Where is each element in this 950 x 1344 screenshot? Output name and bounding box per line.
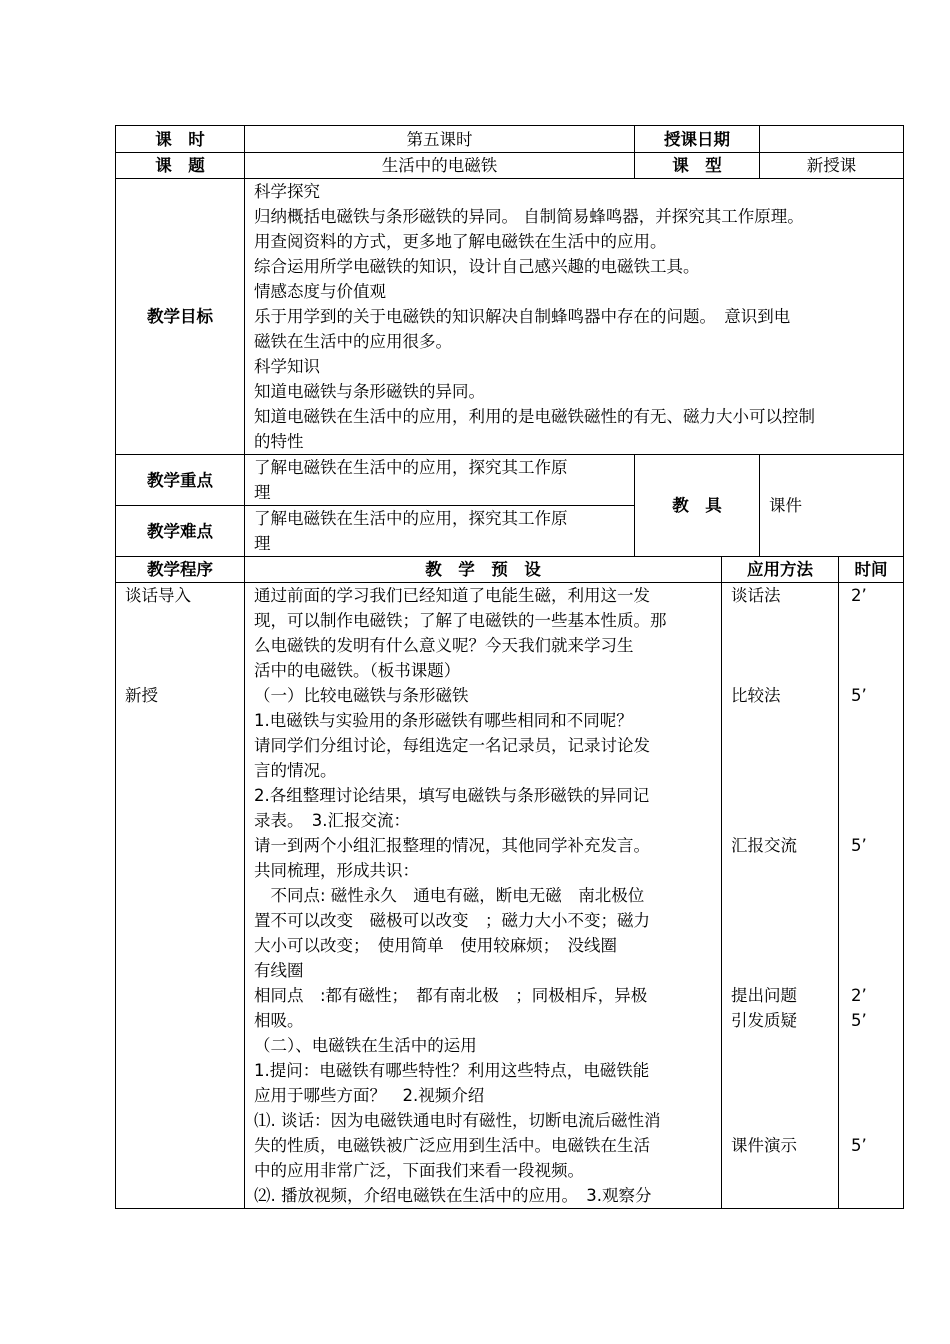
plan-line: 2.各组整理讨论结果，填写电磁铁与条形磁铁的异同记 — [254, 786, 650, 805]
stage-intro: 谈话导入 — [125, 586, 191, 605]
difficult-label: 教学难点 — [116, 506, 245, 557]
date-label: 授课日期 — [635, 126, 760, 153]
plan-line: ⑵. 播放视频，介绍电磁铁在生活中的应用。 3.观察分 — [254, 1186, 652, 1205]
plan-line: 中的应用非常广泛，下面我们来看一段视频。 — [254, 1161, 584, 1180]
plan-line: 失的性质，电磁铁被广泛应用到生活中。电磁铁在生活 — [254, 1136, 650, 1155]
plan-line: 活中的电磁铁。（板书课题） — [254, 661, 461, 680]
type-label: 课 型 — [635, 153, 760, 179]
method-talk: 谈话法 — [731, 586, 781, 605]
process-header-method: 应用方法 — [722, 557, 839, 583]
process-plan — [245, 583, 722, 1209]
process-stages — [116, 583, 245, 1209]
date-value — [760, 126, 904, 153]
key-line: 理 — [254, 483, 271, 502]
period-label: 课 时 — [116, 126, 245, 153]
plan-line: 言的情况。 — [254, 761, 337, 780]
plan-line: 1.提问：电磁铁有哪些特性？利用这些特点，电磁铁能 — [254, 1061, 650, 1080]
plan-line: 有线圈 — [254, 961, 304, 980]
goal-line: 综合运用所学电磁铁的知识，设计自己感兴趣的电磁铁工具。 — [254, 257, 700, 276]
plan-line: 通过前面的学习我们已经知道了电能生磁，利用这一发 — [254, 586, 650, 605]
goal-line: 的特性 — [254, 432, 304, 451]
goal-line: 乐于用学到的关于电磁铁的知识解决自制蜂鸣器中存在的问题。 意识到电 — [254, 307, 791, 326]
difficult-content — [245, 506, 635, 557]
stage-new: 新授 — [125, 686, 158, 705]
topic-label: 课 题 — [116, 153, 245, 179]
method-report: 汇报交流 — [731, 836, 797, 855]
lesson-plan-table — [115, 125, 904, 1209]
key-label: 教学重点 — [116, 455, 245, 506]
goal-line: 科学知识 — [254, 357, 320, 376]
plan-line: 相吸。 — [254, 1011, 304, 1030]
method-compare: 比较法 — [731, 686, 781, 705]
method-doubt: 引发质疑 — [731, 1011, 797, 1030]
type-value: 新授课 — [760, 153, 904, 179]
process-header-stage: 教学程序 — [116, 557, 245, 583]
process-header-time: 时间 — [839, 557, 904, 583]
key-line: 了解电磁铁在生活中的应用，探究其工作原 — [254, 458, 568, 477]
goal-line: 知道电磁铁在生活中的应用，利用的是电磁铁磁性的有无、磁力大小可以控制 — [254, 407, 815, 426]
goal-line: 科学探究 — [254, 182, 320, 201]
time-6: 5’ — [851, 1136, 867, 1155]
process-methods — [722, 583, 839, 1209]
goal-line: 知道电磁铁与条形磁铁的异同。 — [254, 382, 485, 401]
goal-line: 磁铁在生活中的应用很多。 — [254, 332, 452, 351]
difficult-line: 理 — [254, 534, 271, 553]
time-3: 5’ — [851, 836, 867, 855]
plan-line: 应用于哪些方面？ 2.视频介绍 — [254, 1086, 485, 1105]
plan-line: 请同学们分组讨论，每组选定一名记录员，记录讨论发 — [254, 736, 650, 755]
method-question: 提出问题 — [731, 986, 797, 1005]
goal-line: 情感态度与价值观 — [254, 282, 386, 301]
time-2: 5’ — [851, 686, 867, 705]
tools-label: 教 具 — [635, 455, 760, 557]
goals-label: 教学目标 — [116, 179, 245, 455]
time-1: 2’ — [851, 586, 867, 605]
tools-value: 课件 — [760, 455, 904, 557]
plan-line: 请一到两个小组汇报整理的情况，其他同学补充发言。 — [254, 836, 650, 855]
key-content — [245, 455, 635, 506]
process-header-plan: 教 学 预 设 — [245, 557, 722, 583]
plan-line: 大小可以改变； 使用简单 使用较麻烦； 没线圈 — [254, 936, 617, 955]
time-5: 5’ — [851, 1011, 867, 1030]
plan-line: （一）比较电磁铁与条形磁铁 — [254, 686, 469, 705]
plan-line: 不同点: 磁性永久 通电有磁，断电无磁 南北极位 — [254, 886, 645, 905]
topic-value: 生活中的电磁铁 — [245, 153, 635, 179]
goals-content — [245, 179, 904, 455]
plan-line: 共同梳理，形成共识： — [254, 861, 419, 880]
plan-line: （二）、电磁铁在生活中的运用 — [254, 1036, 477, 1055]
period-value: 第五课时 — [245, 126, 635, 153]
difficult-line: 了解电磁铁在生活中的应用，探究其工作原 — [254, 509, 568, 528]
plan-line: 现，可以制作电磁铁；了解了电磁铁的一些基本性质。那 — [254, 611, 667, 630]
process-times — [839, 583, 904, 1209]
method-demo: 课件演示 — [731, 1136, 797, 1155]
plan-line: 相同点 :都有磁性； 都有南北极 ；同极相斥，异极 — [254, 986, 648, 1005]
plan-line: 么电磁铁的发明有什么意义呢？今天我们就来学习生 — [254, 636, 634, 655]
goal-line: 用查阅资料的方式，更多地了解电磁铁在生活中的应用。 — [254, 232, 667, 251]
plan-line: 1.电磁铁与实验用的条形磁铁有哪些相同和不同呢？ — [254, 711, 633, 730]
time-4: 2’ — [851, 986, 867, 1005]
goal-line: 归纳概括电磁铁与条形磁铁的异同。 自制简易蜂鸣器，并探究其工作原理。 — [254, 207, 804, 226]
plan-line: 置不可以改变 磁极可以改变 ；磁力大小不变；磁力 — [254, 911, 650, 930]
plan-line: 录表。 3.汇报交流： — [254, 811, 410, 830]
plan-line: ⑴. 谈话：因为电磁铁通电时有磁性，切断电流后磁性消 — [254, 1111, 661, 1130]
